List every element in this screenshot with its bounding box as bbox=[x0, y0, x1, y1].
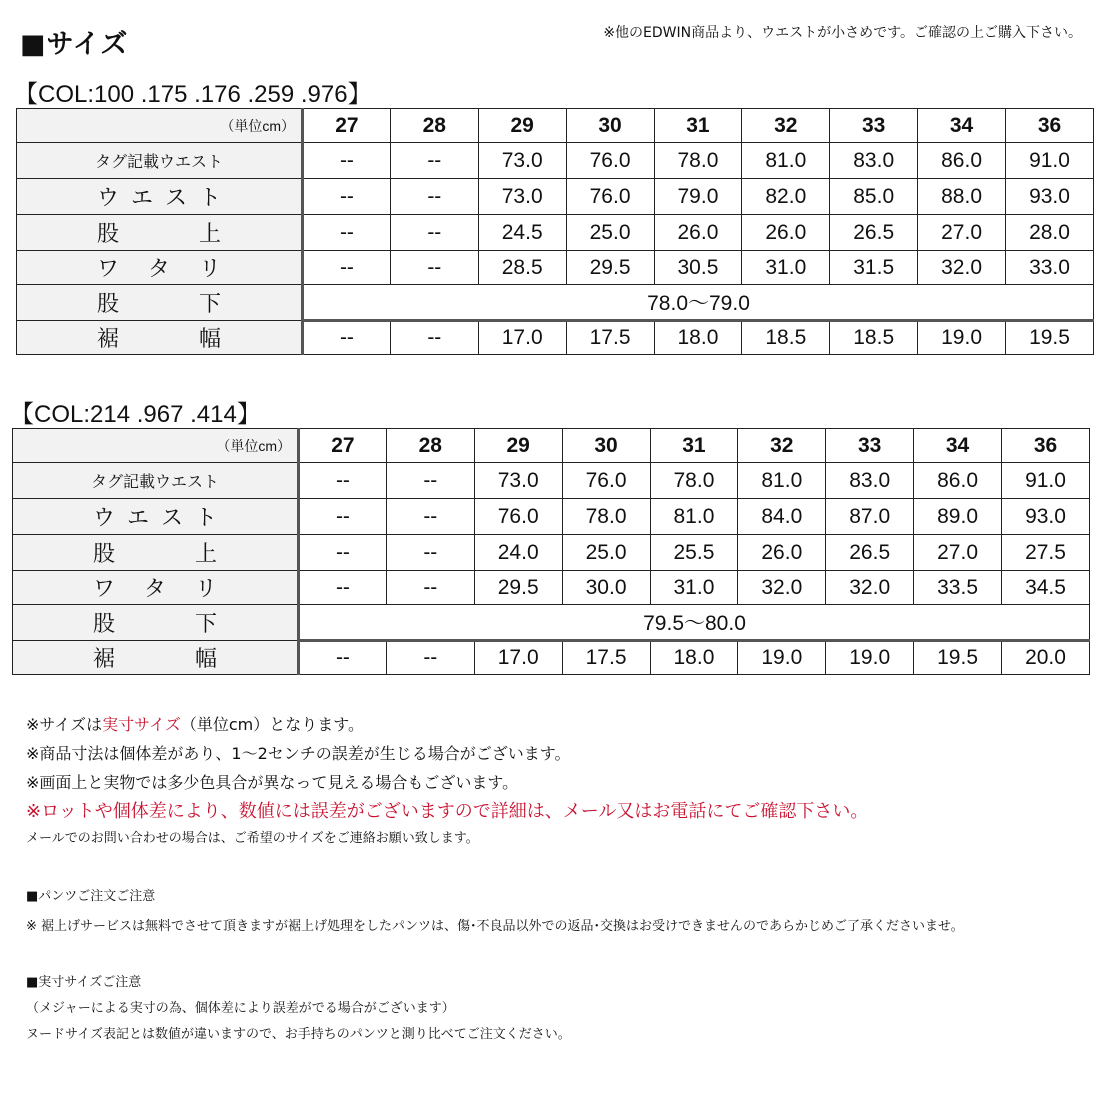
measurement-cell: 18.5 bbox=[830, 321, 918, 355]
row-label-text: タグ記載ウエスト bbox=[94, 154, 223, 171]
measurement-cell: 81.0 bbox=[738, 463, 826, 499]
measurement-row bbox=[13, 535, 1090, 571]
note-1-suffix: （単位cm）となります。 bbox=[180, 715, 364, 734]
row-label-text: 股下 bbox=[93, 611, 217, 636]
size-header-30: 30 bbox=[566, 109, 654, 143]
measurement-cell: 86.0 bbox=[918, 143, 1006, 179]
row-label bbox=[13, 641, 299, 675]
measurement-cell: -- bbox=[386, 499, 474, 535]
measurement-row bbox=[13, 571, 1090, 605]
measurement-cell: 78.0 bbox=[650, 463, 738, 499]
size-header-31: 31 bbox=[650, 429, 738, 463]
measurement-cell: 18.0 bbox=[654, 321, 742, 355]
waist-notice: ※他のEDWIN商品より、ウエストが小さめです。ご確認の上ご購入下さい。 bbox=[603, 25, 1082, 41]
measurement-row bbox=[17, 321, 1094, 355]
row-label-text: 股下 bbox=[97, 291, 221, 316]
actual-size-line-1: （メジャーによる実寸の為、個体差により誤差がでる場合がございます） bbox=[26, 1001, 455, 1016]
measurement-cell: 26.5 bbox=[826, 535, 914, 571]
measurement-cell: 28.0 bbox=[1006, 215, 1094, 251]
measurement-cell: 31.0 bbox=[650, 571, 738, 605]
measurement-cell: 73.0 bbox=[478, 143, 566, 179]
measurement-cell: 30.0 bbox=[562, 571, 650, 605]
inseam-range: 79.5～80.0 bbox=[299, 605, 1090, 641]
pants-notice-text: ※ 裾上げサービスは無料でさせて頂きますが裾上げ処理をしたパンツは、傷･不良品以外での返品･交換はお受けできませんのであらかじめご了承くださいませ。 bbox=[26, 919, 964, 934]
measurement-cell: 27.0 bbox=[918, 215, 1006, 251]
measurement-cell: 81.0 bbox=[650, 499, 738, 535]
measurement-row bbox=[17, 285, 1094, 321]
row-label bbox=[17, 321, 303, 355]
measurement-cell: 76.0 bbox=[566, 143, 654, 179]
measurement-row bbox=[13, 499, 1090, 535]
measurement-cell: 30.5 bbox=[654, 251, 742, 285]
size-header-27: 27 bbox=[303, 109, 391, 143]
row-label-text: ウエスト bbox=[97, 185, 221, 210]
size-header-33: 33 bbox=[830, 109, 918, 143]
measurement-cell: 93.0 bbox=[1002, 499, 1090, 535]
measurement-cell: -- bbox=[303, 179, 391, 215]
measurement-cell: 89.0 bbox=[914, 499, 1002, 535]
size-header-28: 28 bbox=[390, 109, 478, 143]
size-header-30: 30 bbox=[562, 429, 650, 463]
measurement-cell: 27.0 bbox=[914, 535, 1002, 571]
measurement-cell: 32.0 bbox=[738, 571, 826, 605]
row-label-text: ワタリ bbox=[97, 256, 221, 281]
measurement-cell: 87.0 bbox=[826, 499, 914, 535]
measurement-cell: 31.5 bbox=[830, 251, 918, 285]
row-label-text: 股上 bbox=[93, 541, 217, 566]
measurement-cell: 76.0 bbox=[474, 499, 562, 535]
measurement-cell: -- bbox=[390, 179, 478, 215]
row-label bbox=[13, 463, 299, 499]
measurement-cell: 25.0 bbox=[566, 215, 654, 251]
measurement-cell: 18.5 bbox=[742, 321, 830, 355]
measurement-cell: 84.0 bbox=[738, 499, 826, 535]
measurement-cell: -- bbox=[303, 251, 391, 285]
measurement-row bbox=[13, 641, 1090, 675]
row-label bbox=[17, 251, 303, 285]
measurement-cell: 78.0 bbox=[654, 143, 742, 179]
measurement-cell: 20.0 bbox=[1002, 641, 1090, 675]
measurement-cell: 19.5 bbox=[914, 641, 1002, 675]
table1-heading: 【COL:100 .175 .176 .259 .976】 bbox=[14, 81, 372, 108]
measurement-cell: -- bbox=[390, 321, 478, 355]
size-header-34: 34 bbox=[918, 109, 1006, 143]
row-label-text: 股上 bbox=[97, 221, 221, 246]
size-header-36: 36 bbox=[1002, 429, 1090, 463]
measurement-cell: 83.0 bbox=[830, 143, 918, 179]
row-label bbox=[17, 143, 303, 179]
measurement-cell: 29.5 bbox=[474, 571, 562, 605]
measurement-cell: -- bbox=[299, 499, 387, 535]
measurement-cell: -- bbox=[390, 143, 478, 179]
size-header-32: 32 bbox=[738, 429, 826, 463]
row-label bbox=[13, 499, 299, 535]
measurement-cell: 85.0 bbox=[830, 179, 918, 215]
size-header-29: 29 bbox=[478, 109, 566, 143]
row-label bbox=[13, 535, 299, 571]
row-label bbox=[17, 285, 303, 321]
measurement-cell: 91.0 bbox=[1006, 143, 1094, 179]
actual-size-heading: ■実寸サイズご注意 bbox=[26, 975, 142, 990]
measurement-cell: 76.0 bbox=[566, 179, 654, 215]
measurement-cell: -- bbox=[299, 641, 387, 675]
size-header-row bbox=[17, 109, 1094, 143]
size-header-34: 34 bbox=[914, 429, 1002, 463]
measurement-cell: -- bbox=[299, 571, 387, 605]
size-header-31: 31 bbox=[654, 109, 742, 143]
measurement-cell: 26.0 bbox=[738, 535, 826, 571]
measurement-cell: -- bbox=[390, 215, 478, 251]
measurement-row bbox=[17, 179, 1094, 215]
measurement-row bbox=[13, 605, 1090, 641]
size-header-36: 36 bbox=[1006, 109, 1094, 143]
measurement-cell: -- bbox=[386, 463, 474, 499]
measurement-cell: 79.0 bbox=[654, 179, 742, 215]
row-label-text: ウエスト bbox=[93, 505, 217, 530]
measurement-cell: 31.0 bbox=[742, 251, 830, 285]
row-label-text: 裾幅 bbox=[97, 326, 221, 351]
measurement-cell: 33.0 bbox=[1006, 251, 1094, 285]
measurement-cell: -- bbox=[303, 321, 391, 355]
note-line-5: メールでのお問い合わせの場合は、ご希望のサイズをご連絡お願い致します。 bbox=[26, 831, 479, 846]
pants-notice bbox=[26, 884, 1086, 940]
row-label bbox=[17, 179, 303, 215]
inseam-range: 78.0～79.0 bbox=[303, 285, 1094, 321]
measurement-cell: 93.0 bbox=[1006, 179, 1094, 215]
measurement-cell: 33.5 bbox=[914, 571, 1002, 605]
note-1-highlight: 実寸サイズ bbox=[102, 715, 181, 734]
measurement-cell: 73.0 bbox=[474, 463, 562, 499]
measurement-cell: 17.5 bbox=[562, 641, 650, 675]
measurement-row bbox=[17, 215, 1094, 251]
note-line-4: ※ロットや個体差により、数値には誤差がございますので詳細は、メール又はお電話にてご確認下さい。 bbox=[26, 801, 869, 822]
measurement-cell: 76.0 bbox=[562, 463, 650, 499]
note-line-1 bbox=[26, 710, 1086, 739]
measurement-cell: 26.5 bbox=[830, 215, 918, 251]
table2-heading: 【COL:214 .967 .414】 bbox=[10, 401, 261, 428]
measurement-cell: 17.0 bbox=[478, 321, 566, 355]
measurement-cell: 82.0 bbox=[742, 179, 830, 215]
measurement-cell: 24.5 bbox=[478, 215, 566, 251]
size-header-row bbox=[13, 429, 1090, 463]
measurement-cell: 17.5 bbox=[566, 321, 654, 355]
measurement-cell: 78.0 bbox=[562, 499, 650, 535]
measurement-cell: -- bbox=[386, 571, 474, 605]
measurement-cell: 28.5 bbox=[478, 251, 566, 285]
measurement-cell: 18.0 bbox=[650, 641, 738, 675]
size-header-29: 29 bbox=[474, 429, 562, 463]
measurement-cell: -- bbox=[303, 143, 391, 179]
measurement-row bbox=[17, 251, 1094, 285]
size-notes bbox=[26, 710, 1086, 852]
measurement-cell: 26.0 bbox=[742, 215, 830, 251]
row-label bbox=[13, 571, 299, 605]
measurement-cell: 19.0 bbox=[738, 641, 826, 675]
note-line-3: ※画面上と実物では多少色具合が異なって見える場合もございます。 bbox=[26, 773, 519, 792]
measurement-cell: -- bbox=[299, 535, 387, 571]
measurement-cell: 34.5 bbox=[1002, 571, 1090, 605]
measurement-cell: 26.0 bbox=[654, 215, 742, 251]
measurement-cell: -- bbox=[390, 251, 478, 285]
measurement-cell: 25.0 bbox=[562, 535, 650, 571]
measurement-cell: 88.0 bbox=[918, 179, 1006, 215]
measurement-cell: 91.0 bbox=[1002, 463, 1090, 499]
size-table-1 bbox=[16, 108, 1094, 355]
measurement-row bbox=[17, 143, 1094, 179]
measurement-cell: -- bbox=[386, 535, 474, 571]
size-header-28: 28 bbox=[386, 429, 474, 463]
pants-notice-heading: ■パンツご注文ご注意 bbox=[26, 889, 156, 904]
measurement-row bbox=[13, 463, 1090, 499]
measurement-cell: 81.0 bbox=[742, 143, 830, 179]
measurement-cell: 19.0 bbox=[826, 641, 914, 675]
note-line-2: ※商品寸法は個体差があり、1～2センチの誤差が生じる場合がございます。 bbox=[26, 744, 571, 763]
row-label bbox=[17, 215, 303, 251]
measurement-cell: -- bbox=[386, 641, 474, 675]
measurement-cell: 17.0 bbox=[474, 641, 562, 675]
actual-size-notice bbox=[26, 970, 1086, 1048]
measurement-cell: 27.5 bbox=[1002, 535, 1090, 571]
measurement-cell: 19.5 bbox=[1006, 321, 1094, 355]
row-label-text: 裾幅 bbox=[93, 646, 217, 671]
measurement-cell: 24.0 bbox=[474, 535, 562, 571]
row-label bbox=[13, 605, 299, 641]
size-header-32: 32 bbox=[742, 109, 830, 143]
size-table-2 bbox=[12, 428, 1090, 675]
page-title: ■サイズ bbox=[20, 29, 129, 60]
size-header-33: 33 bbox=[826, 429, 914, 463]
measurement-cell: 73.0 bbox=[478, 179, 566, 215]
measurement-cell: 32.0 bbox=[826, 571, 914, 605]
size-header-27: 27 bbox=[299, 429, 387, 463]
measurement-cell: 32.0 bbox=[918, 251, 1006, 285]
note-1-prefix: ※サイズは bbox=[26, 715, 103, 734]
measurement-cell: -- bbox=[303, 215, 391, 251]
row-label-text: タグ記載ウエスト bbox=[90, 474, 219, 491]
measurement-cell: 25.5 bbox=[650, 535, 738, 571]
unit-label: （単位cm） bbox=[13, 429, 299, 463]
unit-label: （単位cm） bbox=[17, 109, 303, 143]
measurement-cell: -- bbox=[299, 463, 387, 499]
actual-size-line-2: ヌードサイズ表記とは数値が違いますので、お手持ちのパンツと測り比べてご注文ください。 bbox=[26, 1027, 571, 1042]
measurement-cell: 19.0 bbox=[918, 321, 1006, 355]
row-label-text: ワタリ bbox=[93, 576, 217, 601]
measurement-cell: 29.5 bbox=[566, 251, 654, 285]
measurement-cell: 83.0 bbox=[826, 463, 914, 499]
measurement-cell: 86.0 bbox=[914, 463, 1002, 499]
